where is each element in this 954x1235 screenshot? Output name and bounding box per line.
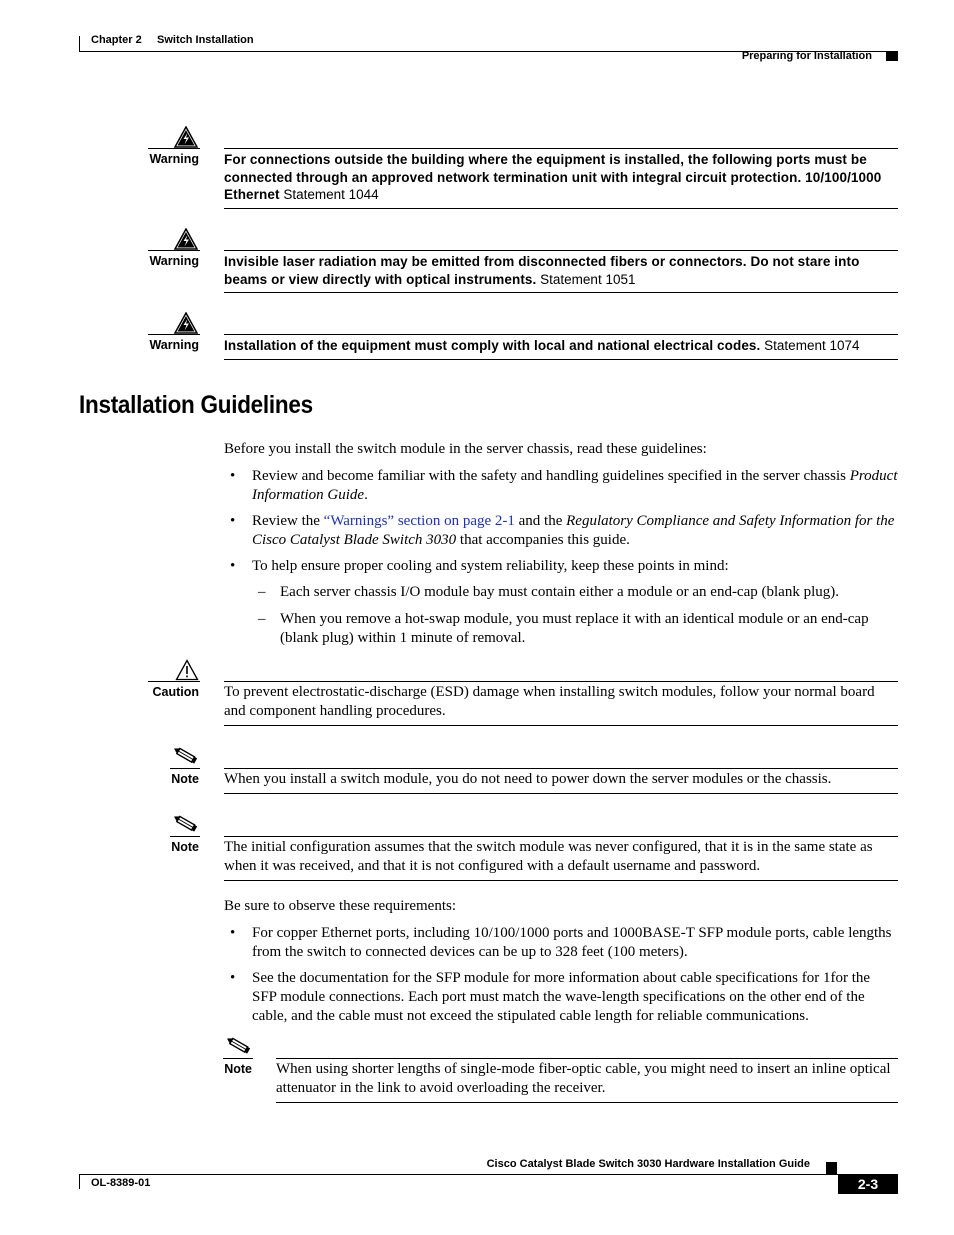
warning-statement: Statement 1074 (764, 338, 860, 353)
list-item (230, 924, 898, 962)
bullet-mark: • (230, 558, 236, 574)
bullet-text: See the documentation for the SFP module for more information about cable specifications for 1for the SFP module connections. Each port must match the wave-length specifications on the other end of the cable, and the cable must not exceed the stipulated cable length for reliable communications. (252, 970, 871, 1024)
warning-text (224, 253, 898, 288)
note-text: When using shorter lengths of single-mode fiber-optic cable, you might need to insert an inline optical attenuator in the link to avoid overloading the receiver. (276, 1061, 891, 1096)
pencil-icon (174, 745, 200, 767)
pencil-icon (227, 1035, 253, 1057)
footer-doc-number: OL-8389-01 (91, 1177, 151, 1189)
note-bottom-rule (276, 1102, 898, 1103)
warning-bottom-rule (224, 292, 898, 293)
note-label: Note (224, 1062, 252, 1076)
bullet-text: To help ensure proper cooling and system reliability, keep these points in mind: (252, 558, 729, 574)
note-bottom-rule (224, 880, 898, 881)
note-text: When you install a switch module, you do not need to power down the server modules or the chassis. (224, 771, 832, 787)
header-block (886, 51, 898, 61)
warning-icon-rule (148, 334, 200, 335)
warning-icon-rule (148, 148, 200, 149)
dash-mark: – (258, 611, 266, 627)
warning-statement: Statement 1044 (283, 187, 379, 202)
warning-bottom-rule (224, 359, 898, 360)
warning-bold-text: Invisible laser radiation may be emitted from disconnected fibers or connectors. Do not stare into beams or view directly with optical instruments. (224, 254, 860, 287)
sub-item-text: Each server chassis I/O module bay must contain either a module or an end-cap (blank plug). (280, 584, 839, 600)
requirements-intro: Be sure to observe these requirements: (224, 898, 457, 914)
pencil-icon (174, 813, 200, 835)
footer-rule (79, 1174, 898, 1175)
warning-label: Warning (149, 338, 199, 352)
warning-top-rule (224, 334, 898, 335)
bullet-mark: • (230, 925, 236, 941)
caution-icon-rule (148, 681, 200, 682)
bullet-italic: Product Information Guide (252, 468, 898, 503)
warning-label: Warning (149, 152, 199, 166)
bullet-mark: • (230, 468, 236, 484)
bullet-text: and the (518, 513, 563, 529)
chapter-number: Chapter 2 (91, 34, 142, 46)
note-icon-rule (170, 836, 200, 837)
warning-icon (174, 228, 198, 250)
footer-block (826, 1162, 837, 1174)
sub-list-item (258, 583, 898, 602)
warning-bold-text: Installation of the equipment must comply with local and national electrical codes. (224, 338, 761, 353)
note-icon-rule (223, 1058, 253, 1059)
header-left-bar (79, 36, 80, 51)
note-top-rule (224, 836, 898, 837)
warning-text (224, 337, 898, 355)
bullet-text: Review and become familiar with the safety and handling guidelines specified in the server chassis (252, 468, 846, 484)
warning-statement: Statement 1051 (540, 271, 636, 287)
bullet-end: that accompanies this guide. (459, 532, 630, 548)
warning-bold-text: For connections outside the building where the equipment is installed, the following ports must be connected through an approved network termination unit with integral circuit protection. 10/100/1000 Ethernet (224, 152, 882, 202)
dash-mark: – (258, 584, 266, 600)
warning-bottom-rule (224, 208, 898, 209)
sub-list-item (258, 610, 898, 648)
sub-item-text: When you remove a hot-swap module, you must replace it with an identical module or an end-cap (blank plug) within 1 minute of removal. (280, 611, 869, 646)
caution-bottom-rule (224, 725, 898, 726)
section-title: Installation Guidelines (79, 391, 313, 419)
warning-label: Warning (149, 254, 199, 268)
header-section: Preparing for Installation (741, 50, 872, 62)
list-item (230, 969, 898, 1026)
section-intro: Before you install the switch module in the server chassis, read these guidelines: (224, 441, 707, 457)
note-top-rule (276, 1058, 898, 1059)
note-bottom-rule (224, 793, 898, 794)
warning-text (224, 151, 898, 204)
page-number: 2-3 (857, 1176, 879, 1192)
note-icon-rule (170, 768, 200, 769)
bullet-mark: • (230, 513, 236, 529)
bullet-italic: Regulatory Compliance and Safety Information for the Cisco Catalyst Blade Switch 3030 (252, 513, 895, 548)
list-item (230, 557, 898, 576)
footer-left-bar (79, 1174, 80, 1189)
note-label: Note (171, 772, 199, 786)
caution-icon (175, 659, 199, 681)
bullet-end: . (364, 487, 368, 503)
footer-doc-title: Cisco Catalyst Blade Switch 3030 Hardware Installation Guide (486, 1158, 810, 1170)
caution-text: To prevent electrostatic-discharge (ESD) damage when installing switch modules, follow your normal board and component handling procedures. (224, 684, 875, 719)
chapter-title: Switch Installation (157, 34, 254, 46)
bullet-text: Review the (252, 513, 320, 529)
note-text: The initial configuration assumes that the switch module was never configured, that it is in the same state as when it was received, and that it is not configured with a default username and password. (224, 839, 873, 874)
caution-label: Caution (152, 685, 199, 699)
bullet-mark: • (230, 970, 236, 986)
warning-top-rule (224, 148, 898, 149)
warnings-section-link[interactable]: “Warnings” section on page 2-1 (323, 513, 515, 529)
warning-icon (174, 312, 198, 334)
list-item (230, 512, 898, 550)
list-item (230, 467, 898, 505)
warning-top-rule (224, 250, 898, 251)
note-top-rule (224, 768, 898, 769)
header-chapter (91, 34, 254, 46)
note-label: Note (171, 840, 199, 854)
caution-top-rule (224, 681, 898, 682)
warning-icon (174, 126, 198, 148)
bullet-text: For copper Ethernet ports, including 10/100/1000 ports and 1000BASE-T SFP module ports, cable lengths from the switch to connected devices can be up to 328 feet (100 meters). (252, 925, 892, 960)
warning-icon-rule (148, 250, 200, 251)
